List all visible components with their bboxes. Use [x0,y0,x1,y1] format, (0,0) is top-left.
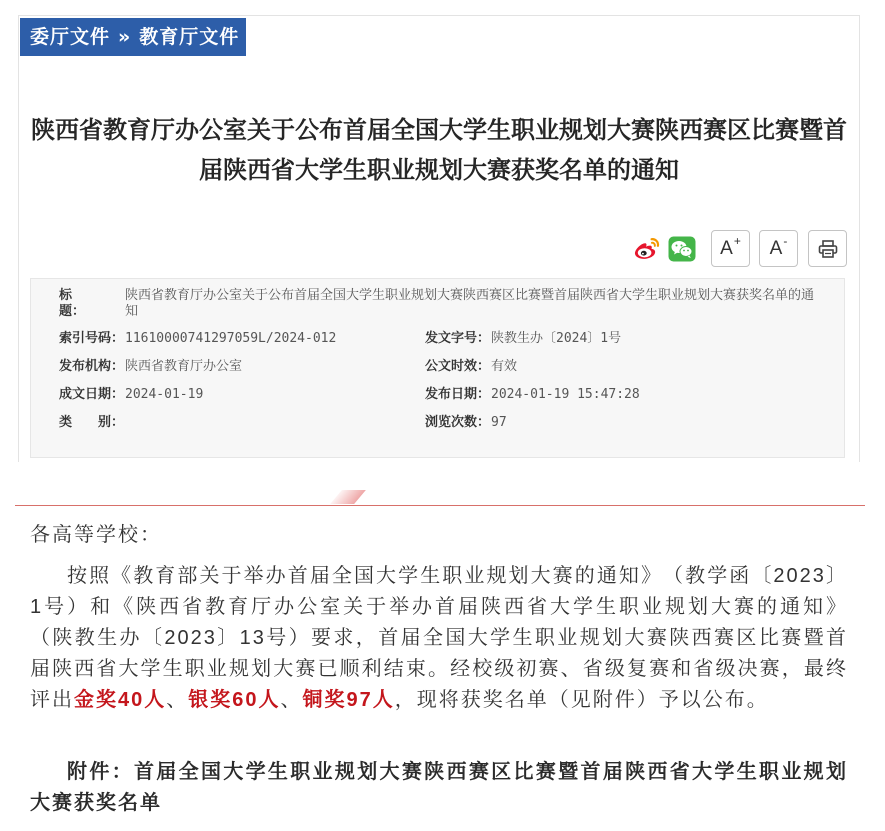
meta-title-value: 陕西省教育厅办公室关于公布首届全国大学生职业规划大赛陕西赛区比赛暨首届陕西省大学生职业规划大赛获奖名单的通知 [125,288,815,319]
meta-row [59,325,844,353]
share-weibo-button[interactable] [633,236,661,262]
meta-index-value: 11610000741297059L/2024-012 [125,331,337,346]
meta-publisher-value: 陕西省教育厅办公室 [125,359,243,374]
meta-publisher-label: 发布机构： [59,359,125,374]
body-paragraph [30,561,848,716]
meta-validity-label: 公文时效： [425,359,491,374]
paragraph-text: 、 [166,689,189,711]
font-increase-plus: + [733,233,741,248]
meta-validity-value: 有效 [491,359,518,374]
meta-category-label: 类 别： [59,415,125,430]
font-decrease-minus: - [783,233,788,248]
meta-views-value: 97 [491,415,507,430]
paragraph-text: 按照《教育部关于举办首届全国大学生职业规划大赛的通知》（教学函〔2023〕1号）和《陕西省教育厅办公室关于举办首届陕西省大学生职业规划大赛的通知》（陕教生办〔2023〕13号）要求，首届全国大学生职业规划大赛陕西赛区比赛暨首届陕西省大学生职业规划大赛已顺利结束。经校级初赛、省级复赛和省级决赛，最终评出 [30,565,848,711]
font-increase-letter: A [720,238,733,259]
paragraph-text: 、 [280,689,303,711]
breadcrumb-separator: » [118,26,132,48]
share-wechat-button[interactable] [668,236,696,262]
meta-row-title [59,288,844,320]
meta-doc-no-label: 发文字号： [425,331,491,346]
section-divider [15,505,865,506]
attachment-title: 附件：首届全国大学生职业规划大赛陕西赛区比赛暨首届陕西省大学生职业规划大赛获奖名单 [30,761,848,814]
article-body [30,520,848,819]
meta-row [59,353,844,381]
meta-doc-no-value: 陕教生办〔2024〕1号 [491,331,622,346]
meta-written-date-label: 成文日期： [59,387,125,402]
meta-row [59,381,844,409]
gold-award-count: 金奖40人 [74,689,167,711]
salutation: 各高等学校： [30,524,162,546]
meta-index-label: 索引号码： [59,331,125,346]
breadcrumb-link-committee-documents[interactable]: 委厅文件 [30,26,111,48]
meta-views-label: 浏览次数： [425,415,491,430]
font-increase-button[interactable] [711,230,750,267]
bronze-award-count: 铜奖97人 [302,689,395,711]
meta-publish-date-value: 2024-01-19 15:47:28 [491,387,640,402]
meta-title-label-cell [59,288,125,320]
print-button[interactable] [808,230,847,267]
weibo-icon [633,236,661,262]
breadcrumb [20,18,246,56]
document-meta-table [30,278,845,458]
page-title: 陕西省教育厅办公室关于公布首届全国大学生职业规划大赛陕西赛区比赛暨首届陕西省大学生职业规划大赛获奖名单的通知 [31,116,847,184]
meta-title-label: 标 题： [59,288,99,319]
meta-row [59,409,844,437]
printer-icon [818,240,838,258]
paragraph-text: ，现将获奖名单（见附件）予以公布。 [394,689,769,711]
wechat-icon [668,236,696,262]
silver-award-count: 银奖60人 [188,689,281,711]
font-decrease-button[interactable] [759,230,798,267]
divider-decoration [330,490,366,504]
font-decrease-letter: A [769,238,783,259]
breadcrumb-link-education-department-documents[interactable]: 教育厅文件 [139,26,240,48]
meta-publish-date-label: 发布日期： [425,387,491,402]
meta-written-date-value: 2024-01-19 [125,387,204,402]
meta-category-value [125,409,425,437]
